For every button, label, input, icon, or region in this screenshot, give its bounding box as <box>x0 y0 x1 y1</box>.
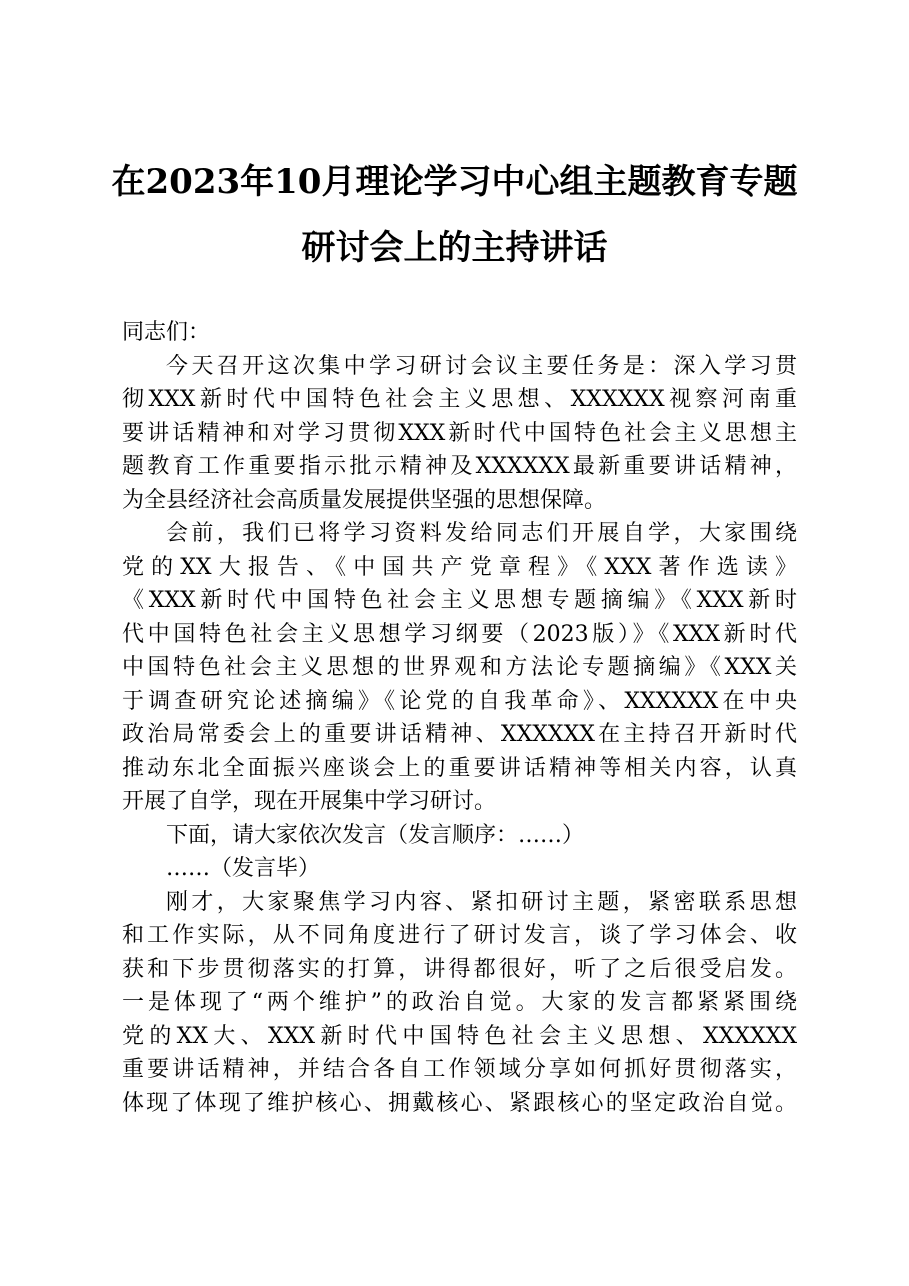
body-line: 《XXX新时代中国特色社会主义思想专题摘编》《XXX新时 <box>122 588 797 613</box>
body-line: 下面，请大家依次发言（发言顺序：……） <box>166 822 585 848</box>
body-line: 一是体现了“两个维护”的政治自觉。大家的发言都紧紧围绕 <box>122 990 797 1015</box>
body-line: 中国特色社会主义思想的世界观和方法论专题摘编》《XXX关 <box>122 655 797 680</box>
body-line: 今天召开这次集中学习研讨会议主要任务是：深入学习贯 <box>166 353 797 379</box>
body-line: 为全县经济社会高质量发展提供坚强的思想保障。 <box>122 487 607 513</box>
body-line: 重要讲话精神，并结合各自工作领域分享如何抓好贯彻落实， <box>122 1057 797 1082</box>
document-title-line-1: 在2023年10月理论学习中心组主题教育专题 <box>111 162 798 202</box>
body-line: 推动东北全面振兴座谈会上的重要讲话精神等相关内容，认真 <box>122 755 797 781</box>
body-line: 党的XX大报告、《中国共产党章程》《XXX著作选读》 <box>122 554 797 580</box>
body-line: ……（发言毕） <box>166 856 321 881</box>
body-line: 获和下步贯彻落实的打算，讲得都很好，听了之后很受启发。 <box>122 956 797 982</box>
body-line: 于调查研究论述摘编》《论党的自我革命》、XXXXXX在中央 <box>122 688 797 714</box>
body-line: 党的XX大、XXX新时代中国特色社会主义思想、XXXXXX <box>122 1023 797 1049</box>
document-body <box>122 316 797 1120</box>
document-title-line-2: 研讨会上的主持讲话 <box>301 228 608 268</box>
body-line: 题教育工作重要指示批示精神及XXXXXX最新重要讲话精神， <box>122 454 797 479</box>
salutation: 同志们： <box>122 320 211 345</box>
body-line: 代中国特色社会主义思想学习纲要（2023版）》《XXX新时代 <box>122 621 797 647</box>
body-line: 会前，我们已将学习资料发给同志们开展自学，大家围绕 <box>166 521 797 546</box>
body-line: 彻XXX新时代中国特色社会主义思想、XXXXXX视察河南重 <box>122 387 797 412</box>
body-line: 开展了自学，现在开展集中学习研讨。 <box>122 789 497 814</box>
body-line: 要讲话精神和对学习贯彻XXX新时代中国特色社会主义思想主 <box>122 420 797 446</box>
body-line: 体现了体现了维护核心、拥戴核心、紧跟核心的坚定政治自觉。 <box>122 1090 797 1116</box>
body-line: 刚才，大家聚焦学习内容、紧扣研讨主题，紧密联系思想 <box>166 889 797 915</box>
body-line: 和工作实际，从不同角度进行了研讨发言，谈了学习体会、收 <box>122 923 797 948</box>
body-line: 政治局常委会上的重要讲话精神、XXXXXX在主持召开新时代 <box>122 722 797 747</box>
